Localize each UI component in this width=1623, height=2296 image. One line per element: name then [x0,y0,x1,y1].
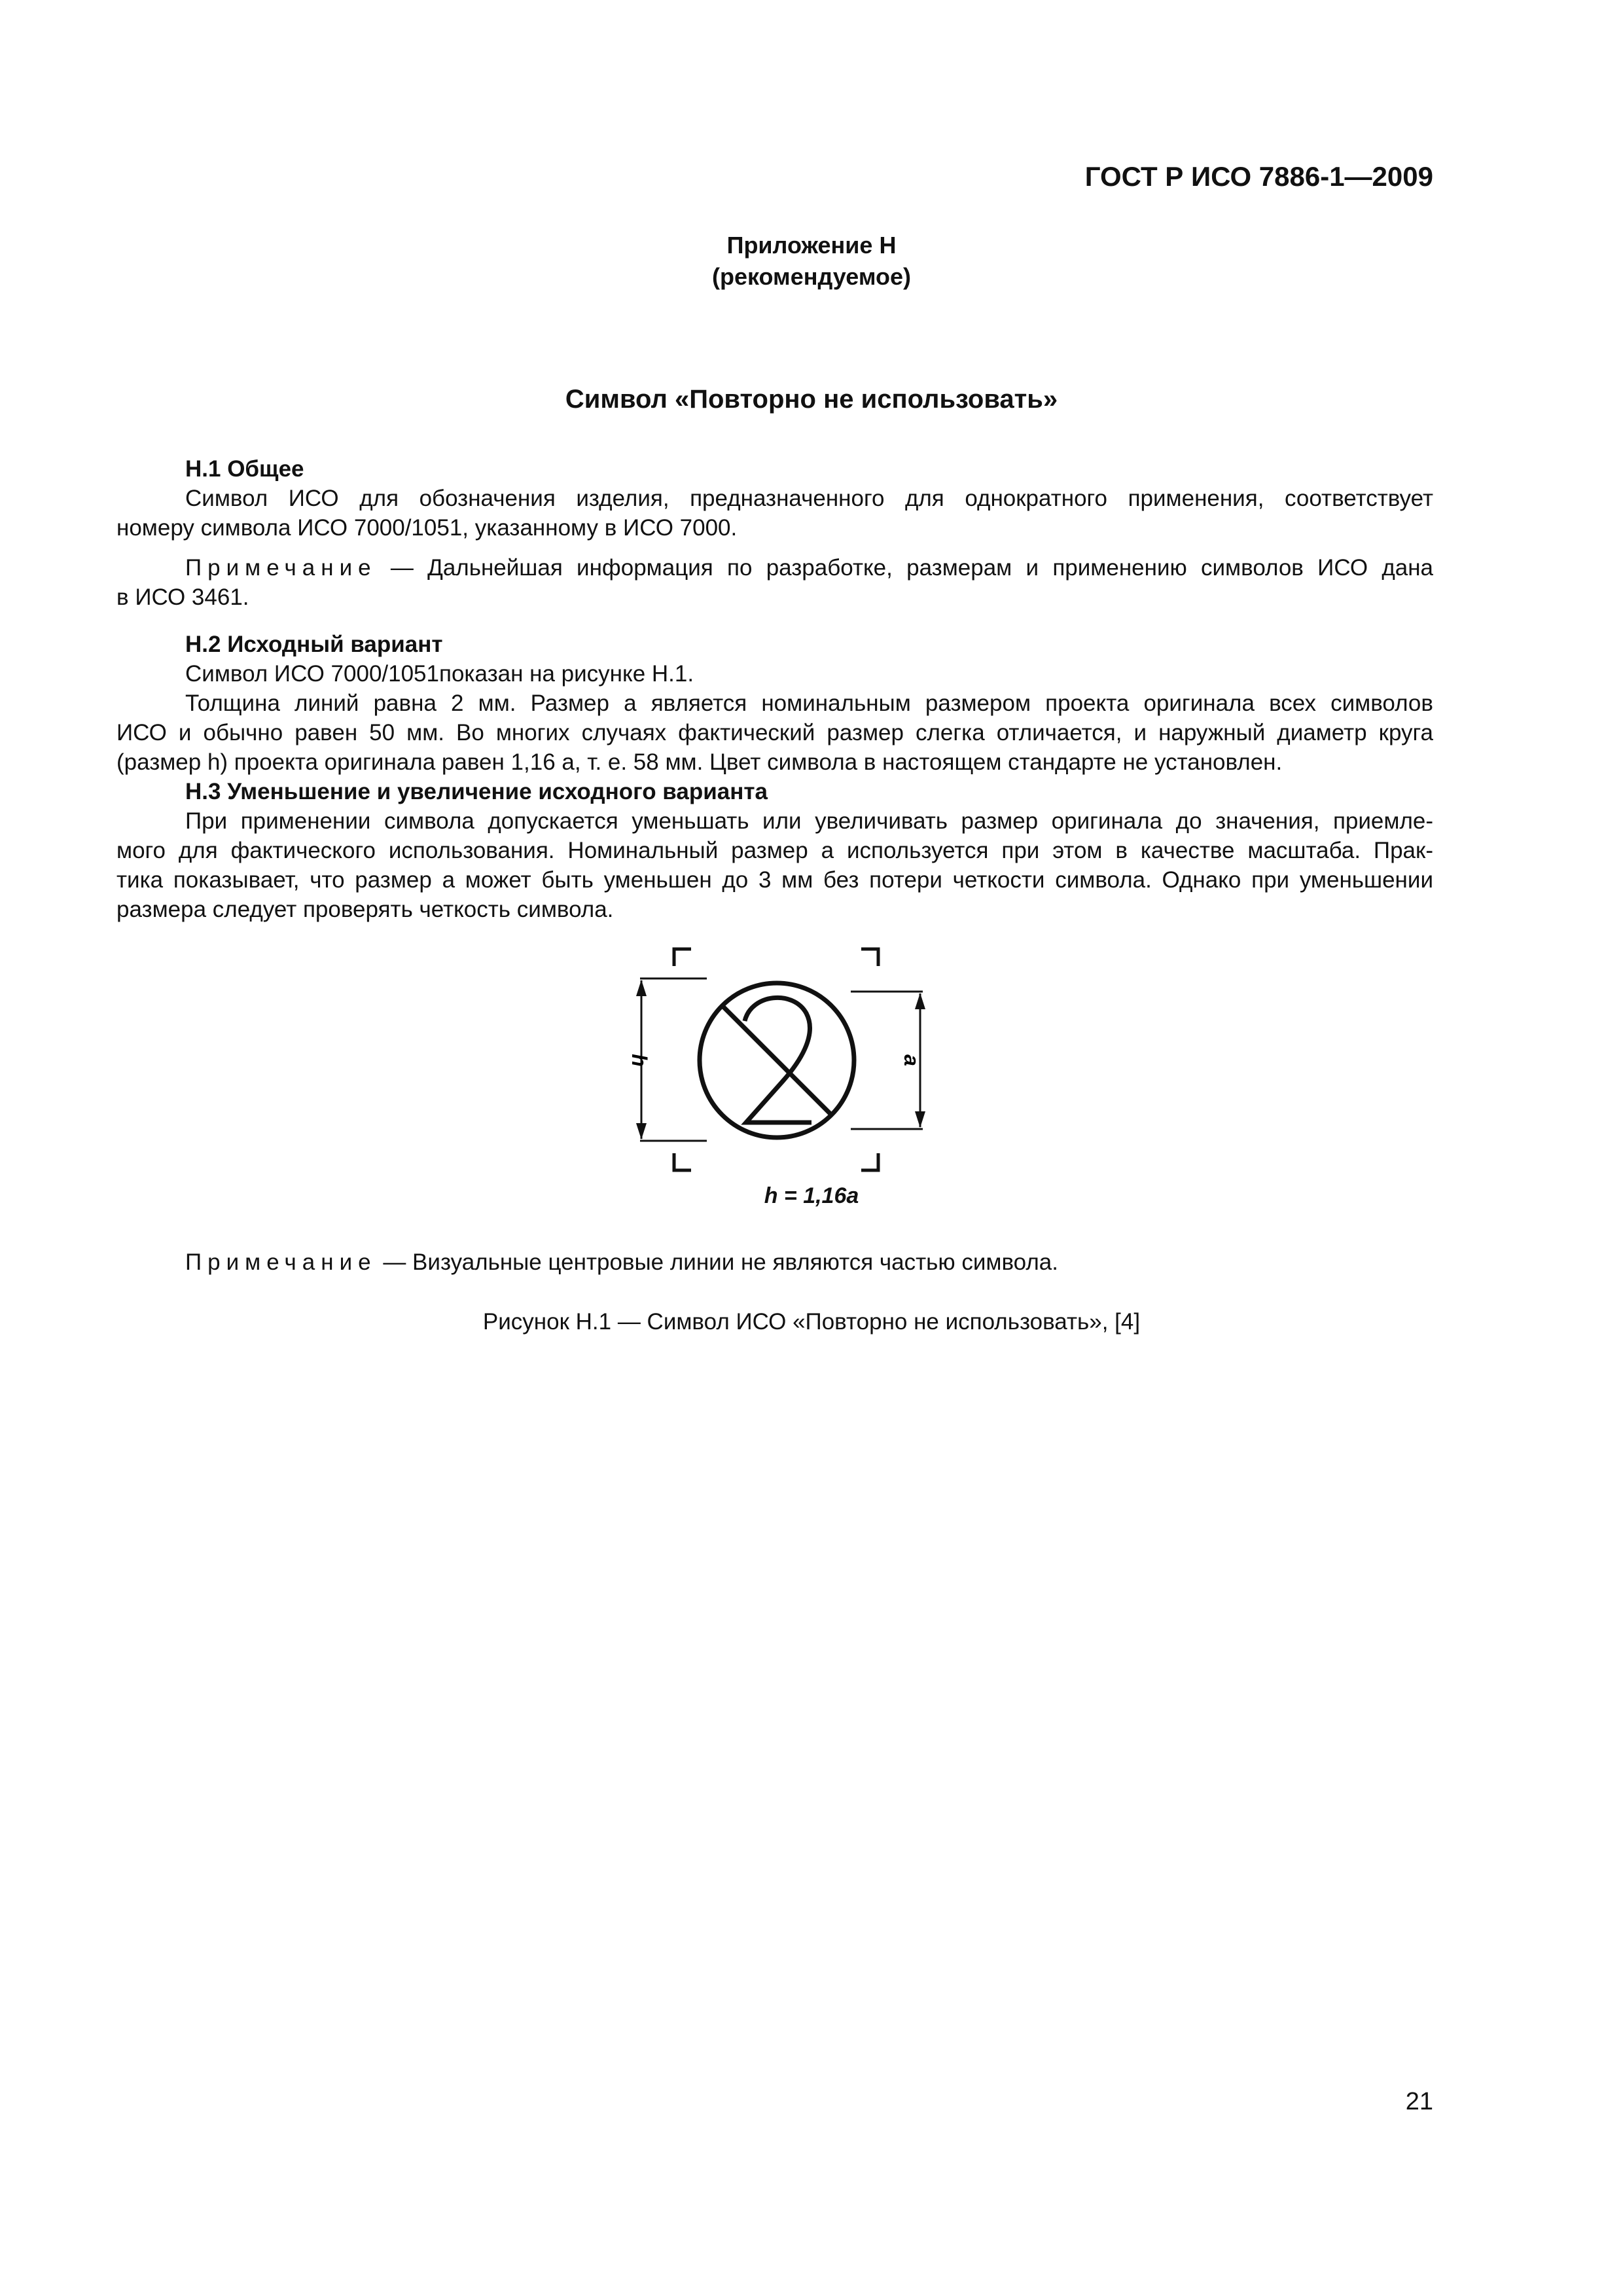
h3-line4: размера следует проверять четкость символа. [116,897,614,922]
heading-h2: Н.2 Исходный вариант [185,632,443,657]
h2-line3: ИСО и обычно равен 50 мм. Во многих случаях фактический размер слегка отличается, и наружный диаметр круга [116,720,1433,745]
heading-h1: Н.1 Общее [185,456,304,482]
figure-note-text: — Визуальные центровые линии не являются частью символа. [376,1249,1058,1275]
symbol-circle-2-slash [700,983,854,1138]
annex-title: Приложение Н [726,232,897,259]
figure-note-label: Примечание [185,1249,377,1275]
figure-caption: Рисунок Н.1 — Символ ИСО «Повторно не использовать», [4] [482,1309,1141,1335]
h3-line2: мого для фактического использования. Номинальный размер a используется при этом в качестве масштаба. Прак- [116,838,1433,863]
h2-line2: Толщина линий равна 2 мм. Размер a является номинальным размером проекта оригинала всех символов [185,691,1433,716]
symbol-slash [722,1005,832,1115]
note-label: Примечание [185,555,377,581]
size-formula: h = 1,16a [764,1183,859,1208]
figure-note [116,1247,1433,1277]
annex-type: (рекомендуемое) [712,263,911,290]
a-label: a [900,1054,923,1066]
h1-para-line2: номеру символа ИСО 7000/1051, указанному в ИСО 7000. [116,515,738,541]
page-number: 21 [1405,2088,1433,2115]
h1-note-line1 [116,553,1433,583]
section-title: Символ «Повторно не использовать» [565,385,1058,414]
heading-h3: Н.3 Уменьшение и увеличение исходного варианта [185,779,768,804]
h-label: h [628,1054,651,1067]
note-text: — Дальнейшая информация по разработке, размерам и применению символов ИСО дана [376,555,1433,581]
h2-line4: (размер h) проекта оригинала равен 1,16 a, т. е. 58 мм. Цвет символа в настоящем стандарте не установлен. [116,749,1283,775]
section-h1 [116,454,1433,612]
section-h2 [116,630,1433,777]
section-h3 [116,777,1433,924]
h3-line1: При применении символа допускается уменьшать или увеличивать размер оригинала до значения, приемле- [185,808,1433,834]
h1-para-line1: Символ ИСО для обозначения изделия, предназначенного для однократного применения, соответствует [185,486,1433,511]
h1-note-line2: в ИСО 3461. [116,584,249,610]
h2-line1: Символ ИСО 7000/1051показан на рисунке Н.1. [185,661,694,687]
h3-line3: тика показывает, что размер a может быть уменьшен до 3 мм без потери четкости символа. Однако при уменьшении [116,867,1433,893]
standard-number: ГОСТ Р ИСО 7886-1—2009 [1084,161,1433,192]
do-not-reuse-symbol-figure [589,942,995,1224]
